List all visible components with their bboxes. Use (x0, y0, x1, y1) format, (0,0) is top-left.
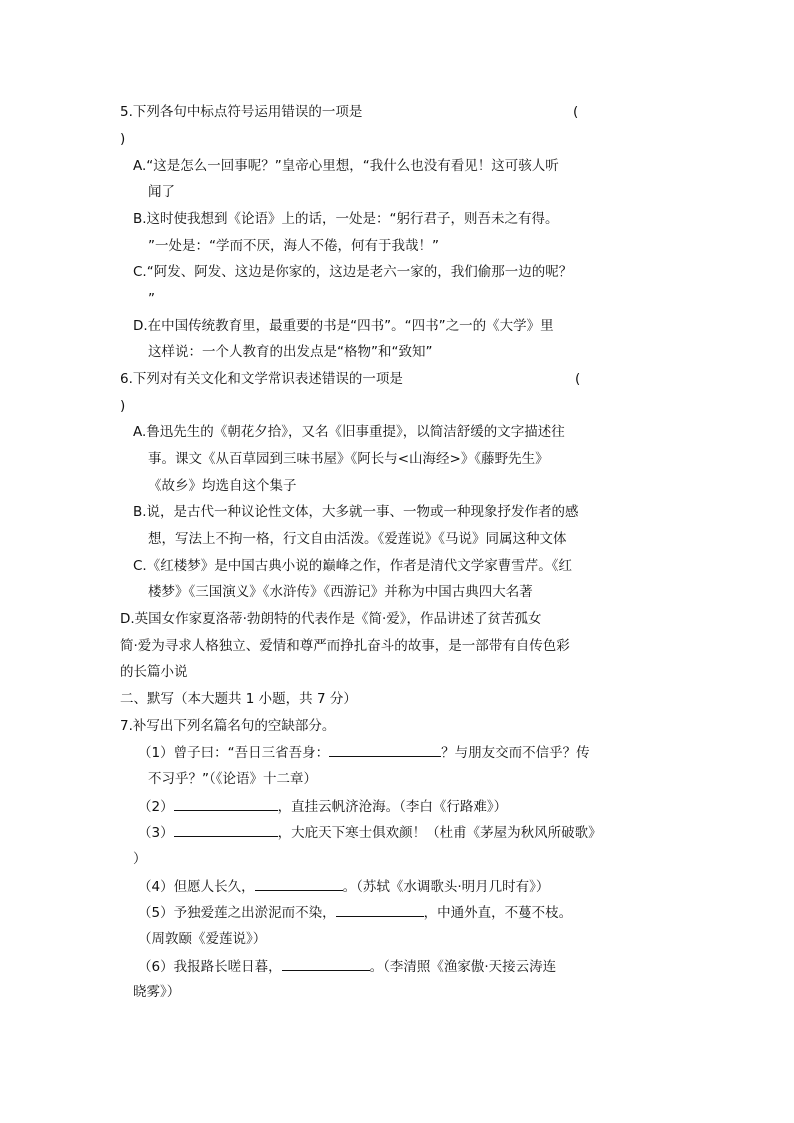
q7-stem: 7.补写出下列名篇名句的空缺部分。 (120, 718, 336, 734)
q5-option-b-line2: ”一处是：“学而不厌，海人不倦，何有于我哉！” (148, 238, 439, 254)
q7-item-6-prefix: （6）我报路长嗟日暮， (138, 959, 282, 975)
q6-stem: 6.下列对有关文化和文学常识表述错误的一项是 (120, 371, 403, 387)
q7-item-1-line1 (138, 743, 590, 762)
q7-item-3-blank[interactable] (174, 823, 278, 837)
q5-option-a-line2: 闻了 (148, 184, 175, 200)
q6-answer-paren-close: ) (120, 398, 126, 414)
q6-answer-paren-open: ( (575, 371, 581, 387)
section-heading: 二、默写（本大题共 1 小题，共 7 分） (120, 691, 357, 707)
q7-item-6-suffix: 。（李清照《渔家傲·天接云涛连 (369, 959, 557, 975)
q7-item-3-prefix: （3） (138, 825, 174, 841)
q7-item-4-blank[interactable] (255, 877, 343, 891)
q7-item-3-line2: ） (133, 851, 147, 867)
q6-option-c-line1: C.《红楼梦》是中国古典小说的巅峰之作，作者是清代文学家曹雪芹。《红 (133, 558, 572, 574)
q7-item-5-line2: （周敦颐《爱莲说》） (138, 931, 267, 947)
q7-item-1-prefix: （1）曾子曰：“吾日三省吾身： (138, 745, 330, 761)
q5-option-d-line1: D.在中国传统教育里，最重要的书是“四书”。“四书”之一的《大学》里 (133, 318, 554, 334)
q7-item-1-blank[interactable] (329, 743, 441, 757)
q6-option-a-line2: 事。课文《从百草园到三味书屋》《阿长与<山海经>》《藤野先生》 (148, 451, 549, 467)
q7-item-4 (138, 877, 549, 896)
q7-item-5-suffix: ，中通外直，不蔓不枝。 (423, 905, 573, 921)
q7-item-2-blank[interactable] (174, 797, 278, 811)
q6-option-a-line3: 《故乡》均选自这个集子 (148, 478, 297, 494)
q7-item-5-prefix: （5）予独爱莲之出淤泥而不染， (138, 905, 336, 921)
q7-item-5-blank[interactable] (336, 903, 424, 917)
q5-option-c-line1: C.“阿发、阿发、这边是你家的，这边是老六一家的，我们偷那一边的呢？ (133, 264, 573, 280)
q5-option-b-line1: B.这时使我想到《论语》上的话，一处是：“躬行君子，则吾未之有得。 (133, 211, 559, 227)
q6-option-a-line1: A.鲁迅先生的《朝花夕拾》，又名《旧事重提》，以简洁舒缓的文字描述往 (133, 424, 565, 440)
q5-stem: 5.下列各句中标点符号运用错误的一项是 (120, 104, 363, 120)
q7-item-5-line1 (138, 903, 572, 922)
q6-option-c-line2: 楼梦》《三国演义》《水浒传》《西游记》并称为中国古典四大名著 (148, 584, 533, 600)
q7-item-1-line2: 不习乎？”（《论语》十二章） (148, 771, 317, 787)
q6-option-b-line1: B.说，是古代一种议论性文体，大多就一事、一物或一种现象抒发作者的感 (133, 504, 579, 520)
q5-answer-paren-open: ( (573, 104, 579, 120)
q7-item-4-suffix: 。（苏轼《水调歌头·明月几时有》） (342, 879, 550, 895)
q7-item-2-prefix: （2） (138, 799, 174, 815)
q7-item-6-blank[interactable] (282, 957, 370, 971)
q5-option-a-line1: A.“这是怎么一回事呢？”皇帝心里想，“我什么也没有看见！这可骇人听 (133, 158, 559, 174)
q7-item-4-prefix: （4）但愿人长久， (138, 879, 255, 895)
q7-item-3-suffix: ，大庇天下寒士俱欢颜！（杜甫《茅屋为秋风所破歌》 (277, 825, 602, 841)
q7-item-2-suffix: ，直挂云帆济沧海。（李白《行路难》） (277, 799, 508, 815)
q5-answer-paren-close: ) (120, 131, 126, 147)
q5-option-c-line2: ” (148, 291, 155, 307)
q7-item-6-line2: 晓雾》） (133, 984, 181, 1000)
q6-option-b-line2: 想，写法上不拘一格，行文自由活泼。《爱莲说》《马说》同属这种文体 (148, 531, 567, 547)
q7-item-2 (138, 797, 507, 816)
q7-item-3-line1 (138, 823, 602, 842)
q6-option-d-line1: D.英国女作家夏洛蒂·勃朗特的代表作是《简·爱》，作品讲述了贫苦孤女 (120, 611, 542, 627)
q5-option-d-line2: 这样说：一个人教育的出发点是“格物”和“致知” (148, 344, 433, 360)
q6-option-d-line2: 简·爱为寻求人格独立、爱情和尊严而挣扎奋斗的故事，是一部带有自传色彩 (120, 638, 570, 654)
q7-item-1-suffix: ？与朋友交而不信乎？传 (441, 745, 590, 761)
q6-option-d-line3: 的长篇小说 (120, 664, 188, 680)
q7-item-6-line1 (138, 957, 556, 976)
